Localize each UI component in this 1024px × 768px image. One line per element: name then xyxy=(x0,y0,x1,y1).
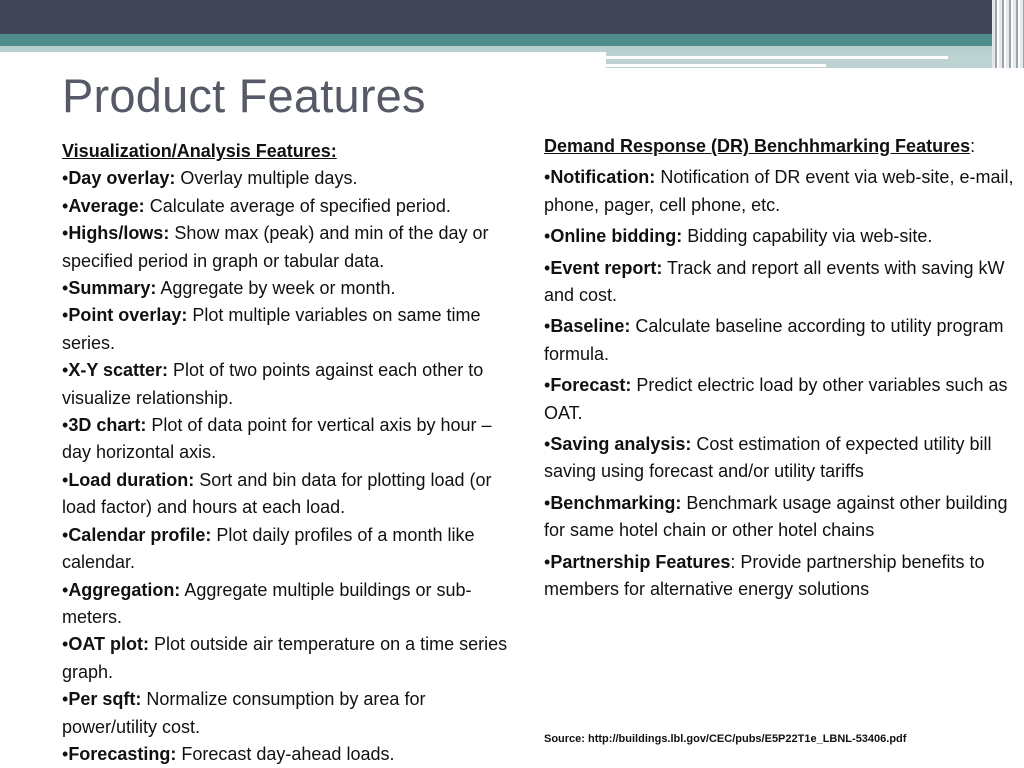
bullet: • xyxy=(62,524,69,545)
item-label: Summary: xyxy=(68,278,157,299)
item-text: Normalize consumption by area for power/utility cost. xyxy=(62,689,426,737)
right-items xyxy=(544,164,1024,603)
bullet: • xyxy=(544,375,551,396)
list-item xyxy=(62,220,512,275)
bullet: • xyxy=(62,360,69,381)
item-text: Benchmark usage against other building for same hotel chain or other hotel chains xyxy=(544,492,1008,541)
item-label: Forecast: xyxy=(550,375,632,396)
bullet: • xyxy=(62,689,69,710)
item-label: Day overlay: xyxy=(68,168,176,189)
list-item xyxy=(62,193,512,220)
list-item xyxy=(544,164,1024,219)
item-label: Online bidding: xyxy=(550,226,683,247)
list-item xyxy=(544,313,1024,368)
item-label: Load duration: xyxy=(68,469,195,490)
item-text: Plot outside air temperature on a time series graph. xyxy=(62,634,508,682)
dr-benchmarking-features-column xyxy=(544,133,1024,608)
item-text: Sort and bin data for plotting load (or load factor) and hours at each load. xyxy=(62,469,492,518)
bullet: • xyxy=(62,634,69,655)
item-text: Bidding capability via web-site. xyxy=(682,226,933,247)
list-item xyxy=(62,165,512,192)
bullet: • xyxy=(544,226,551,247)
item-text: : Provide partnership benefits to members for alternative energy solutions xyxy=(544,551,985,600)
bullet: • xyxy=(62,278,69,299)
bullet: • xyxy=(544,551,551,572)
bullet: • xyxy=(62,223,69,244)
list-item xyxy=(62,686,512,741)
slide-title: Product Features xyxy=(62,69,426,122)
item-label: X-Y scatter: xyxy=(68,360,169,381)
item-label: Event report: xyxy=(550,257,663,278)
header-band-dark xyxy=(0,0,1024,34)
item-text: Plot daily profiles of a month like calendar. xyxy=(62,524,475,573)
list-item xyxy=(62,522,512,577)
item-label: Notification: xyxy=(550,167,656,188)
item-text: Calculate average of specified period. xyxy=(144,195,451,216)
list-item xyxy=(544,490,1024,545)
left-items xyxy=(62,165,512,768)
list-item xyxy=(544,372,1024,427)
list-item xyxy=(62,631,512,686)
bullet: • xyxy=(544,492,551,513)
header-accent-line xyxy=(606,56,948,59)
item-text: Track and report all events with saving kW and cost. xyxy=(544,257,1005,306)
item-text: Aggregate by week or month. xyxy=(156,278,396,299)
bullet: • xyxy=(544,434,551,455)
list-item xyxy=(62,741,512,768)
item-text: Cost estimation of expected utility bill saving using forecast and/or utility tariffs xyxy=(544,434,992,482)
bullet: • xyxy=(544,167,551,188)
item-label: Saving analysis: xyxy=(550,434,692,455)
bullet: • xyxy=(62,415,69,436)
list-item xyxy=(62,577,512,632)
header-accent-line-short xyxy=(606,64,826,67)
visualization-features-column xyxy=(62,138,512,768)
item-text: Plot of two points against each other to visualize relationship. xyxy=(62,360,484,408)
bullet: • xyxy=(544,257,551,278)
list-item xyxy=(544,223,1024,250)
item-label: OAT plot: xyxy=(68,634,149,655)
decorative-stripes xyxy=(992,0,1024,68)
bullet: • xyxy=(62,469,69,490)
bullet: • xyxy=(62,305,69,326)
item-text: Aggregate multiple buildings or sub-meters. xyxy=(62,579,472,627)
item-label: Per sqft: xyxy=(68,689,142,710)
item-label: Baseline: xyxy=(550,316,631,337)
item-label: Forecasting: xyxy=(68,743,177,764)
list-item xyxy=(62,275,512,302)
list-item xyxy=(62,357,512,412)
item-text: Plot multiple variables on same time series. xyxy=(62,305,481,353)
list-item xyxy=(544,431,1024,486)
list-item xyxy=(544,549,1024,604)
item-text: Predict electric load by other variables such as OAT. xyxy=(544,375,1008,423)
bullet: • xyxy=(62,743,69,764)
item-label: Benchmarking: xyxy=(550,492,682,513)
list-item xyxy=(544,255,1024,310)
bullet: • xyxy=(62,168,69,189)
list-item xyxy=(62,302,512,357)
list-item xyxy=(62,467,512,522)
item-label: Point overlay: xyxy=(68,305,188,326)
item-text: Show max (peak) and min of the day or specified period in graph or tabular data. xyxy=(62,223,489,271)
item-label: Average: xyxy=(68,195,145,216)
header-band-teal xyxy=(0,34,1024,46)
item-label: 3D chart: xyxy=(68,415,147,436)
item-text: Forecast day-ahead loads. xyxy=(176,743,395,764)
item-text: Calculate baseline according to utility program formula. xyxy=(544,316,1004,364)
item-text: Plot of data point for vertical axis by hour – day horizontal axis. xyxy=(62,415,492,463)
item-label: Calendar profile: xyxy=(68,524,212,545)
right-heading-line xyxy=(544,133,1024,160)
right-heading-suffix: : xyxy=(970,136,976,156)
source-citation: Source: http://buildings.lbl.gov/CEC/pubs/E5P22T1e_LBNL-53406.pdf xyxy=(544,733,907,745)
list-item xyxy=(62,412,512,467)
item-text: Notification of DR event via web-site, e-mail, phone, pager, cell phone, etc. xyxy=(544,167,1014,215)
item-text: Overlay multiple days. xyxy=(175,168,358,189)
right-heading: Demand Response (DR) Benchhmarking Features xyxy=(544,136,971,156)
item-label: Highs/lows: xyxy=(68,223,170,244)
left-heading: Visualization/Analysis Features: xyxy=(62,141,337,161)
bullet: • xyxy=(62,579,69,600)
item-label: Partnership Features xyxy=(550,551,731,572)
item-label: Aggregation: xyxy=(68,579,181,600)
bullet: • xyxy=(62,195,69,216)
bullet: • xyxy=(544,316,551,337)
